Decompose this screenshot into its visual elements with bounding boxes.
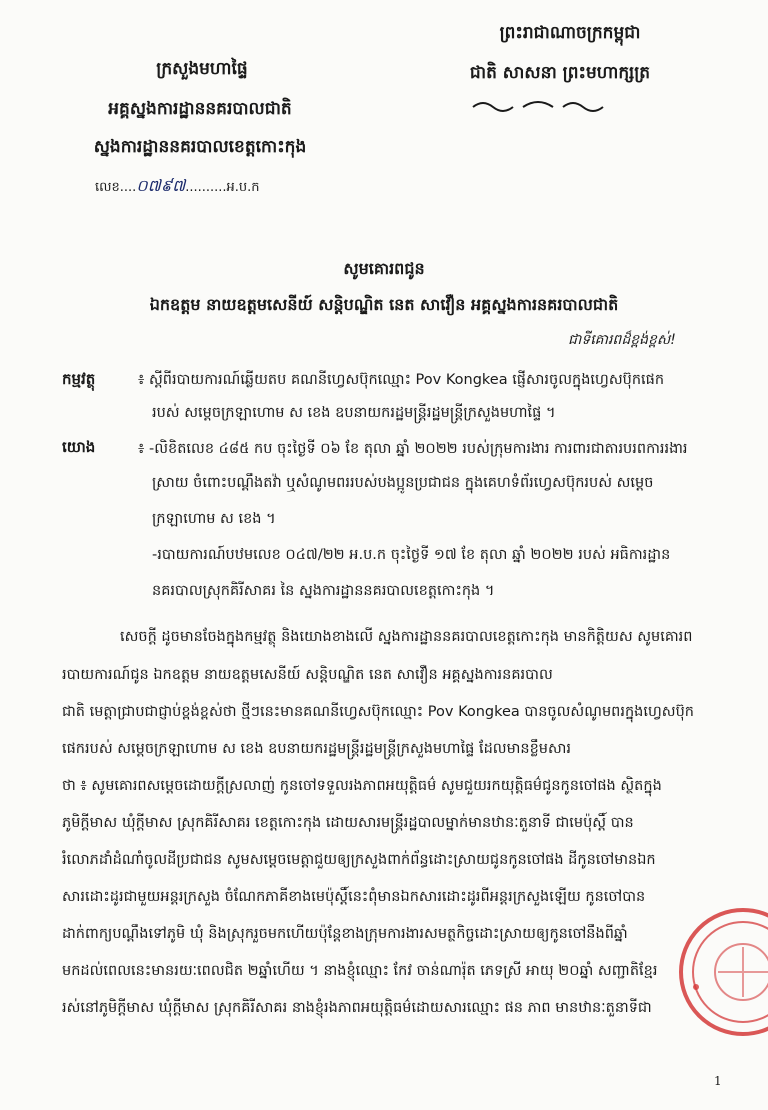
ref-suffix: អ.ប.ក (226, 180, 260, 195)
body-line-3: ជាតិ មេត្តាជ្រាបជាជ្ញាប់ខ្ពង់ខ្ពស់ថា ថ្មីៗនេះមានគណនីហ្វេសប៊ុកឈ្មោះ Pov Kongkea បានចូលសំណូមពរក្នុងហ្វេសប៊ុក (62, 704, 694, 720)
reference-line-5: នគរបាលស្រុកគិរីសាគរ នៃ ស្នងការដ្ឋាននគរបាលខេត្តកោះកុង ។ (152, 583, 495, 599)
subject-label: កម្មវត្ថុ (62, 370, 96, 388)
kingdom-header: ព្រះរាជាណាចក្រកម្ពុជា (499, 23, 641, 43)
header-ornament (463, 98, 613, 112)
addressee-intro: សូមគោរពជូន (343, 259, 425, 278)
provincial-commissariat: ស្នងការដ្ឋាននគរបាលខេត្តកោះកុង (93, 137, 307, 157)
subject-line-2: របស់ សម្តេចក្រឡាហោម ស ខេង ឧបនាយករដ្ឋមន្ត្រីរដ្ឋមន្ត្រីក្រសួងមហាផ្ទៃ ។ (152, 405, 556, 421)
red-official-seal-icon (668, 902, 768, 1042)
reference-line-3: ក្រឡាហោម ស ខេង ។ (152, 511, 276, 527)
reference-line-2: ស្រាយ ចំពោះបណ្តឹងតវ៉ា ឬសំណូមពររបស់បងប្អូនប្រជាជន ក្នុងគេហទំព័រហ្វេសប៊ុករបស់ សម្តេច (152, 475, 654, 491)
page-number: 1 (714, 1074, 722, 1088)
addressee-name: ឯកឧត្តម នាយឧត្តមសេនីយ៍ សន្តិបណ្ឌិត នេត សាវឿន អគ្គស្នងការនគរបាលជាតិ (149, 295, 619, 314)
ref-number: ០៧៩៧ (136, 176, 186, 195)
body-line-7: រំលោភដាំដំណាំចូលដីប្រជាជន សូមសម្តេចមេត្តាជួយឲ្យក្រសួងពាក់ព័ន្ធដោះស្រាយជូនកូនចៅផង ដីកូនចៅមានឯក (62, 852, 656, 868)
ministry-name: ក្រសួងមហាផ្ទៃ (156, 59, 248, 79)
reference-label: យោង (62, 438, 96, 456)
ref-prefix: លេខ (95, 180, 120, 195)
reference-line-4: -របាយការណ៍បឋមលេខ ០៤៧/២២ អ.ប.ក ចុះថ្ងៃទី ១៧ ខែ តុលា ឆ្នាំ ២០២២ របស់ អធិការដ្ឋាន (152, 547, 671, 563)
subject-line-1: ៖ ស្តីពីរបាយការណ៍ឆ្លើយតប គណនីហ្វេសប៊ុកឈ្មោះ Pov Kongkea ផ្ញើសារចូលក្នុងហ្វេសប៊ុកផេក (138, 372, 665, 388)
reference-line-1: ៖ -លិខិតលេខ ៤៨៥ កប ចុះថ្ងៃទី ០៦ ខែ តុលា ឆ្នាំ ២០២២ របស់ក្រុមការងារ ការពារជាតារបរពការរងារ (138, 441, 688, 457)
body-line-10: មកដល់ពេលនេះមានរយៈពេលជិត ២ឆ្នាំហើយ ។ នាងខ្ញុំឈ្មោះ កែវ ចាន់ណារ៉ុត ភេទស្រី អាយុ ២០ឆ្នាំ សញ្ជាតិខ្មែរ (62, 963, 658, 979)
body-line-9: ដាក់ពាក្យបណ្តឹងទៅភូមិ ឃុំ និងស្រុករួចមកហើយប៉ុន្តែខាងក្រុមការងារសមត្ថកិច្ចដោះស្រាយឲ្យកូនចៅនឹងពីឆ្នាំ (62, 926, 628, 942)
body-line-11: រស់នៅភូមិក្តីមាស ឃុំក្តីមាស ស្រុកគិរីសាគរ នាងខ្ញុំរងភាពអយុត្តិធម៌ដោយសារឈ្មោះ ផន ភាព មានឋានៈតួនាទីជា (62, 1000, 652, 1016)
respect-phrase: ជាទីគោរពដ៏ខ្ពង់ខ្ពស់! (568, 332, 676, 348)
body-line-2: របាយការណ៍ជូន ឯកឧត្តម នាយឧត្តមសេនីយ៍ សន្តិបណ្ឌិត នេត សាវឿន អគ្គស្នងការនគរបាល (62, 667, 553, 683)
reference-number-line: លេខ....០៧៩៧..........អ.ប.ក (95, 176, 260, 195)
body-line-6: ភូមិក្តីមាស ឃុំក្តីមាស ស្រុកគិរីសាគរ ខេត្តកោះកុង ដោយសារមន្ត្រីរដ្ឋបាលម្នាក់មានឋានៈតួនាទី ជាមេប៉ុស្តិ៍ បាន (62, 815, 634, 831)
body-line-5: ថា ៖ សូមគោរពសម្តេចដោយក្តីស្រលាញ់ កូនចៅទទួលរងភាពអយុត្តិធម៌ សូមជួយរកយុត្តិធម៌ជូនកូនចៅផង ស្ថិតក្នុង (62, 778, 662, 794)
nation-religion-king: ជាតិ សាសនា ព្រះមហាក្សត្រ (469, 63, 651, 83)
body-line-4: ផេករបស់ សម្តេចក្រឡាហោម ស ខេង ឧបនាយករដ្ឋមន្ត្រីរដ្ឋមន្ត្រីក្រសួងមហាផ្ទៃ ដែលមានខ្លឹមសារ (62, 741, 572, 757)
general-commissariat: អគ្គស្នងការដ្ឋាននគរបាលជាតិ (108, 99, 292, 119)
body-line-8: សារដោះដូរជាមួយអន្តរក្រសួង ចំណែកភាគីខាងមេប៉ុស្តិ៍នេះពុំមានឯកសារដោះដូរពីអន្តរក្រសួងឡើយ កូនចៅបាន (62, 889, 646, 905)
body-line-1: សេចក្តី ដូចមានចែងក្នុងកម្មវត្ថុ និងយោងខាងលើ ស្នងការដ្ឋាននគរបាលខេត្តកោះកុង មានកិត្តិយស សូមគោរព (120, 629, 693, 645)
